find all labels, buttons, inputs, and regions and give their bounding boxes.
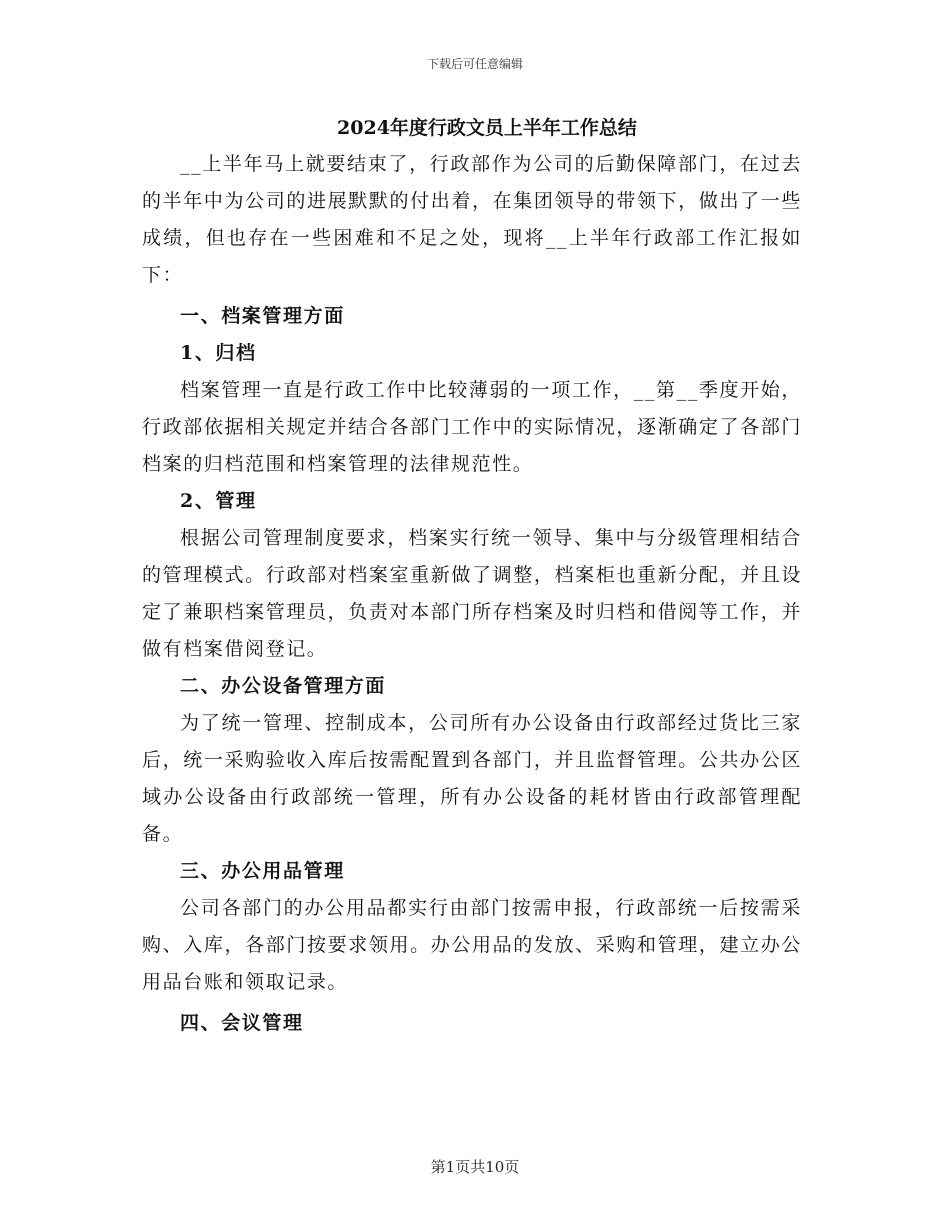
page-number: 第1页共10页 [430,1158,520,1176]
header-note: 下载后可任意编辑 [426,57,523,71]
subsection-heading-management: 2、管理 [180,490,257,512]
section-heading-office-supplies: 三、办公用品管理 [180,860,345,882]
document-title: 2024年度行政文员上半年工作总结 [337,117,637,139]
office-supplies-paragraph: 公司各部门的办公用品都实行由部门按需申报，行政部统一后按需采购、入库，各部门按要求领用。办公用品的发放、采购和管理，建立办公用品台账和领取记录。 [142,897,802,993]
section-heading-meetings: 四、会议管理 [180,1012,304,1034]
document-body [142,112,802,1042]
office-equipment-paragraph: 为了统一管理、控制成本，公司所有办公设备由行政部经过货比三家后，统一采购验收入库后按需配置到各部门，并且监督管理。公共办公区域办公设备由行政部统一管理，所有办公设备的耗材皆由行政部管理配备。 [142,712,802,845]
intro-paragraph: __上半年马上就要结束了，行政部作为公司的后勤保障部门，在过去的半年中为公司的进展默默的付出着，在集团领导的带领下，做出了一些成绩，但也存在一些困难和不足之处，现将__上半年行政部工作汇报如下： [142,153,802,286]
subsection-heading-filing: 1、归档 [180,342,257,364]
filing-paragraph: 档案管理一直是行政工作中比较薄弱的一项工作，__第__季度开始，行政部依据相关规定并结合各部门工作中的实际情况，逐渐确定了各部门档案的归档范围和档案管理的法律规范性。 [142,379,802,475]
section-heading-office-equipment: 二、办公设备管理方面 [180,675,387,697]
management-paragraph: 根据公司管理制度要求，档案实行统一领导、集中与分级管理相结合的管理模式。行政部对档案室重新做了调整，档案柜也重新分配，并且设定了兼职档案管理员，负责对本部门所存档案及时归档和借阅等工作，并做有档案借阅登记。 [142,527,802,660]
section-heading-archives: 一、档案管理方面 [180,305,345,327]
